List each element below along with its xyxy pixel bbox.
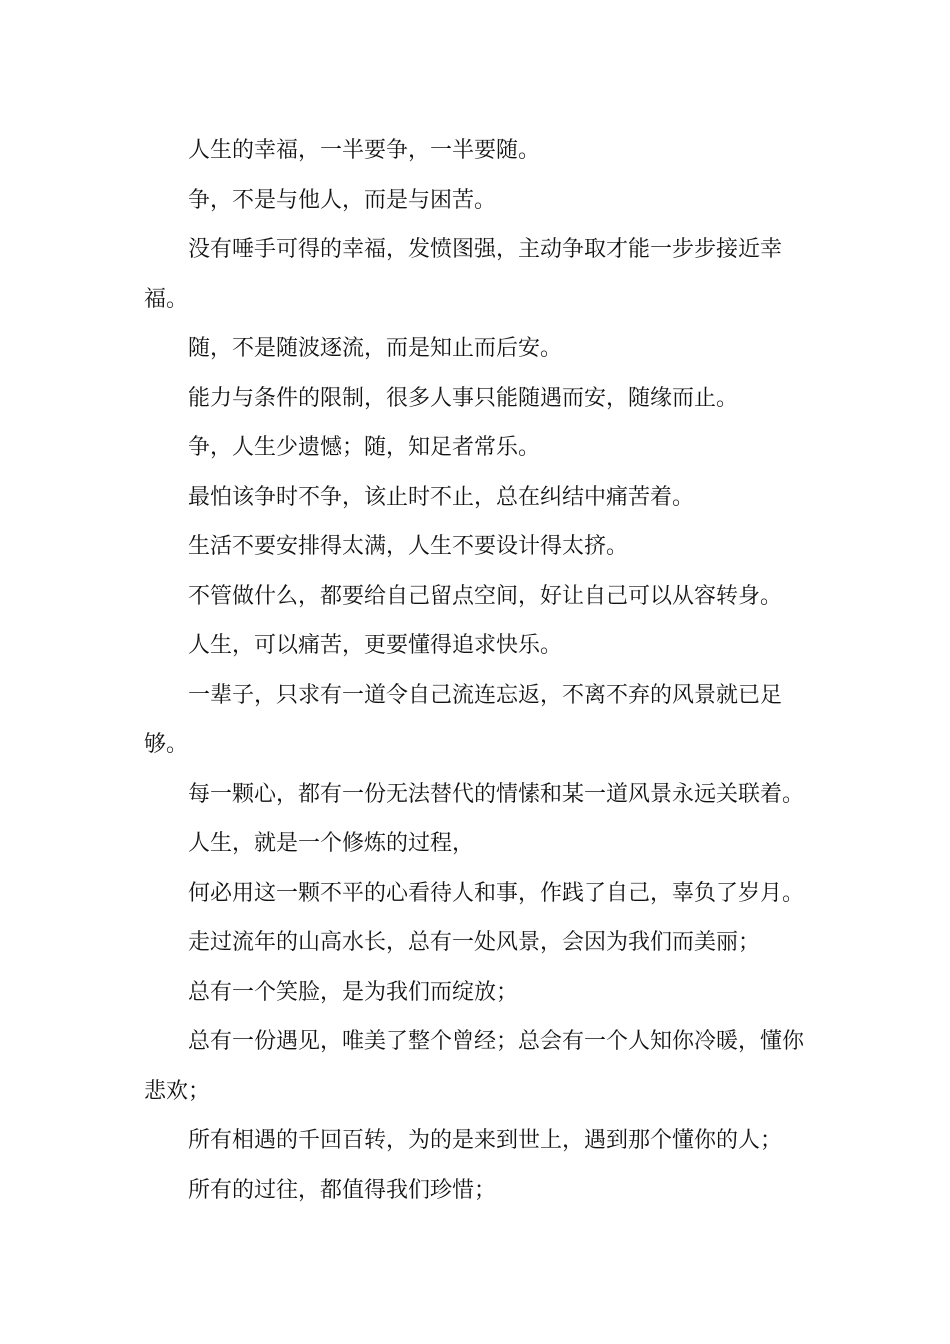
- paragraph-19: 所有的过往，都值得我们珍惜；: [188, 1177, 497, 1203]
- paragraph-13: 人生，就是一个修炼的过程，: [188, 831, 475, 856]
- paragraph-4: 随，不是随波逐流，而是知止而后安。: [188, 336, 563, 361]
- paragraph-16: 总有一个笑脸，是为我们而绽放；: [188, 979, 519, 1005]
- body-text: [144, 126, 804, 1215]
- paragraph-11: 一辈子，只求有一道令自己流连忘返，不离不弃的风景就已足够。: [144, 682, 783, 757]
- paragraph-12: 每一颗心，都有一份无法替代的情愫和某一道风景永远关联着。: [188, 781, 805, 807]
- paragraph-3: 没有唾手可得的幸福，发愤图强，主动争取才能一步步接近幸福。: [144, 237, 783, 312]
- paragraph-18: 所有相遇的千回百转，为的是来到世上，遇到那个懂你的人；: [188, 1128, 783, 1153]
- paragraph-17: 总有一份遇见，唯美了整个曾经；总会有一个人知你冷暖，懂你悲欢；: [144, 1029, 805, 1104]
- paragraph-10: 人生，可以痛苦，更要懂得追求快乐。: [188, 633, 563, 658]
- paragraph-15: 走过流年的山高水长，总有一处风景，会因为我们而美丽；: [188, 930, 761, 955]
- paragraph-7: 最怕该争时不争，该止时不止，总在纠结中痛苦着。: [188, 484, 695, 510]
- paragraph-9: 不管做什么，都要给自己留点空间，好让自己可以从容转身。: [188, 583, 783, 609]
- paragraph-8: 生活不要安排得太满，人生不要设计得太挤。: [188, 534, 629, 559]
- paragraph-1: 人生的幸福，一半要争，一半要随。: [188, 138, 541, 163]
- paragraph-14: 何必用这一颗不平的心看待人和事，作践了自己，辜负了岁月。: [188, 880, 805, 906]
- paragraph-6: 争，人生少遗憾；随，知足者常乐。: [188, 435, 541, 460]
- paragraph-5: 能力与条件的限制，很多人事只能随遇而安，随缘而止。: [188, 385, 739, 411]
- paragraph-2: 争，不是与他人，而是与困苦。: [188, 187, 497, 213]
